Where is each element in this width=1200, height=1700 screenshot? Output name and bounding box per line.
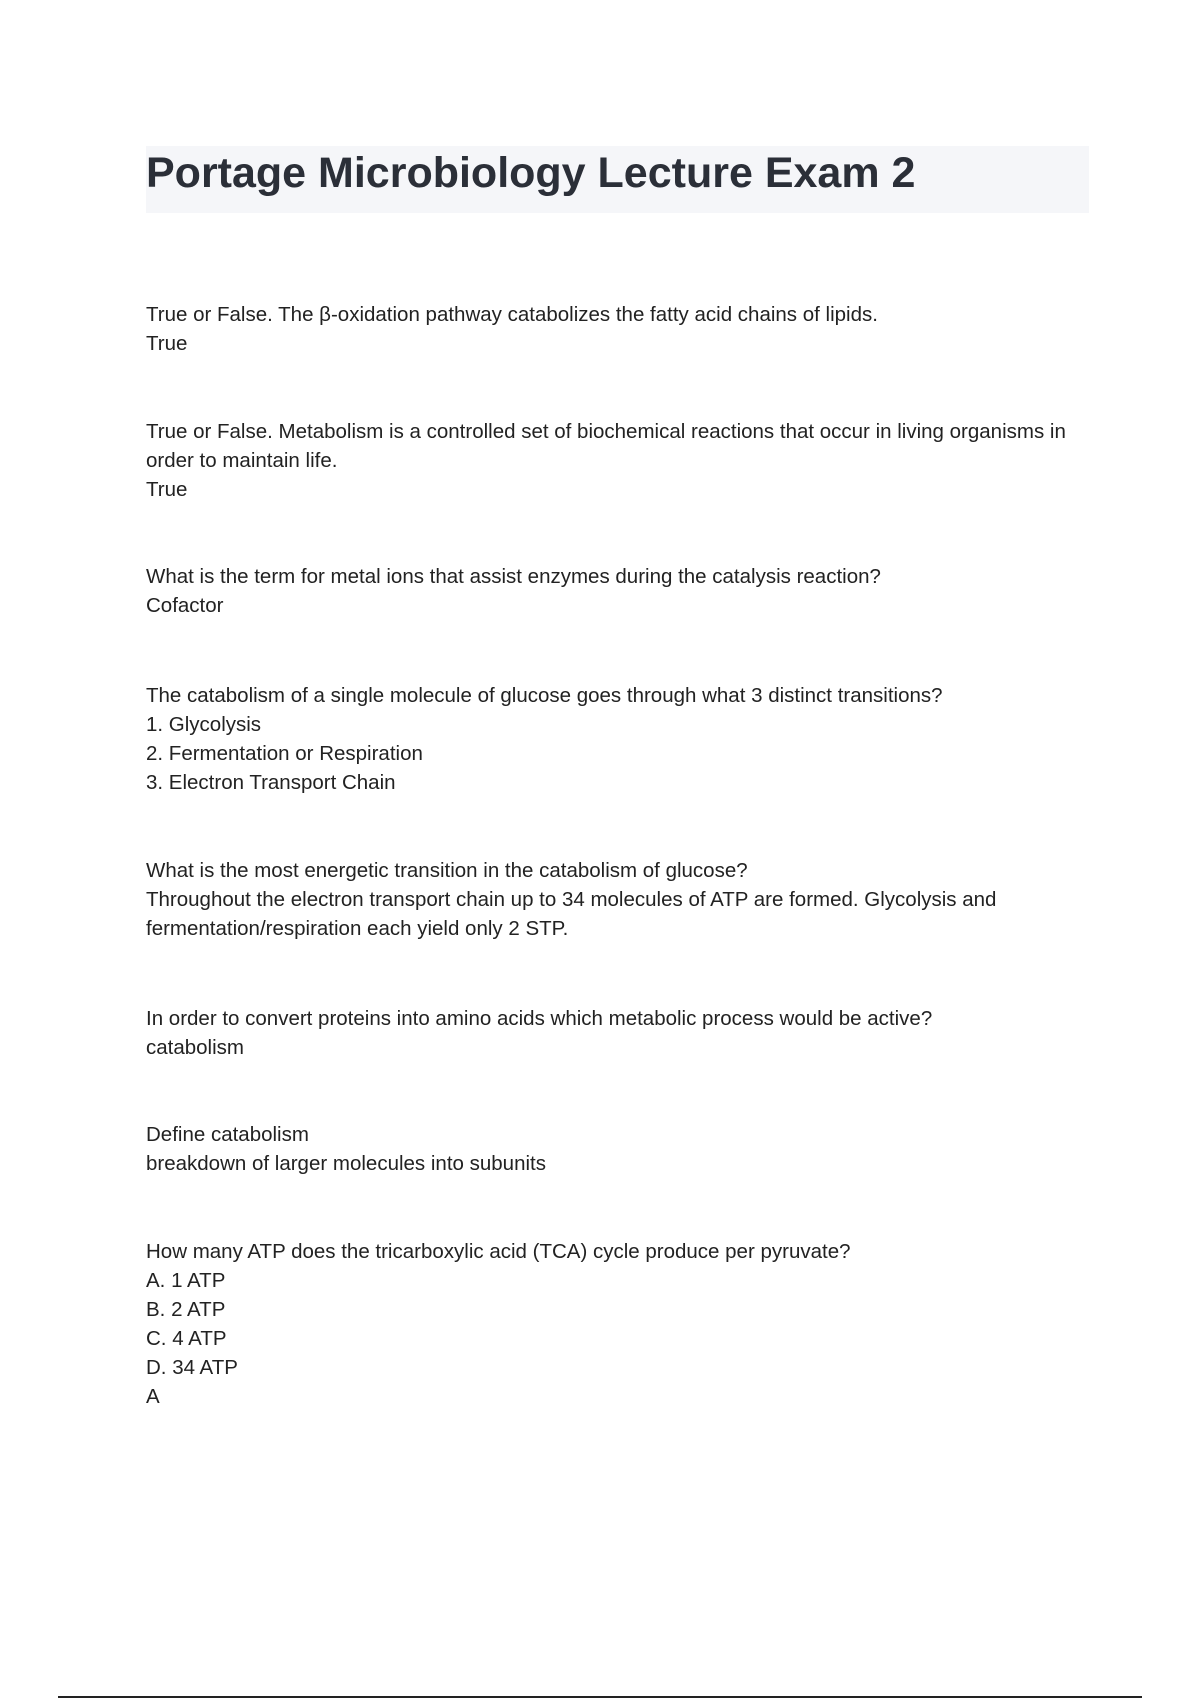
answer-text: A. 1 ATP [146,1269,226,1292]
answer-text: Throughout the electron transport chain up to 34 molecules of ATP are formed. Glycolysis and fermentation/respiration each yield only 2 STP. [146,888,1003,940]
answer-text: breakdown of larger molecules into subunits [146,1152,546,1175]
answer-text: catabolism [146,1036,244,1059]
qa-item-5 [146,856,1086,943]
answer-text: True [146,478,188,501]
question-text: The catabolism of a single molecule of glucose goes through what 3 distinct transitions? [146,684,943,707]
question-text: What is the term for metal ions that assist enzymes during the catalysis reaction? [146,565,881,588]
question-text: True or False. Metabolism is a controlled set of biochemical reactions that occur in living organisms in order to maintain life. [146,420,1072,472]
answer-text: 3. Electron Transport Chain [146,771,396,794]
qa-item-4 [146,681,1086,797]
answer-text: D. 34 ATP [146,1356,238,1379]
answer-text: 2. Fermentation or Respiration [146,742,423,765]
qa-item-6 [146,1004,1086,1062]
question-text: True or False. The β-oxidation pathway catabolizes the fatty acid chains of lipids. [146,303,878,326]
qa-item-8 [146,1237,1086,1411]
question-text: How many ATP does the tricarboxylic acid (TCA) cycle produce per pyruvate? [146,1240,851,1263]
answer-text: C. 4 ATP [146,1327,227,1350]
answer-text: Cofactor [146,594,224,617]
qa-item-3 [146,562,1086,620]
qa-item-2 [146,417,1086,504]
answer-text: A [146,1385,160,1408]
qa-item-7 [146,1120,1086,1178]
question-text: Define catabolism [146,1123,309,1146]
page-title: Portage Microbiology Lecture Exam 2 [146,149,916,197]
question-text: In order to convert proteins into amino acids which metabolic process would be active? [146,1007,933,1030]
question-text: What is the most energetic transition in the catabolism of glucose? [146,859,748,882]
answer-text: 1. Glycolysis [146,713,262,736]
footer-divider [58,1696,1142,1698]
answer-text: True [146,332,188,355]
answer-text: B. 2 ATP [146,1298,226,1321]
qa-item-1 [146,300,1086,358]
